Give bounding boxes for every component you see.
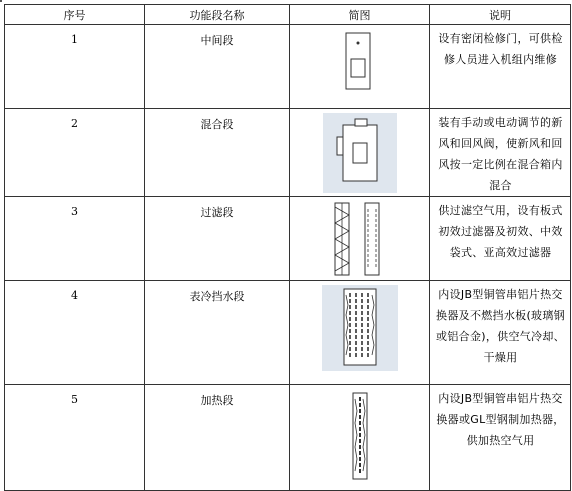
table-row bbox=[5, 109, 571, 197]
filter-section-diagram-icon bbox=[325, 201, 395, 277]
table-header-row bbox=[5, 5, 571, 25]
row-index: 3 bbox=[5, 197, 145, 281]
corner-mark bbox=[0, 0, 2, 2]
row-diagram bbox=[290, 385, 430, 491]
mixing-section-diagram-icon bbox=[323, 113, 397, 193]
row-description: 供过滤空气用，设有板式初效过滤器及初效、中效袋式、亚高效过滤器 bbox=[430, 197, 571, 281]
row-description: 内设JB型铜管串铝片热交换器或GL型钢制加热器，供加热空气用 bbox=[430, 385, 571, 491]
row-name: 过滤段 bbox=[145, 197, 290, 281]
cooling-section-diagram-icon bbox=[322, 285, 398, 371]
row-name: 加热段 bbox=[145, 385, 290, 491]
row-index: 4 bbox=[5, 281, 145, 385]
row-description: 内设JB型铜管串铝片热交换器及不燃挡水板(玻璃钢或铝合金)，供空气冷却、干燥用 bbox=[430, 281, 571, 385]
table-row bbox=[5, 25, 571, 109]
row-name: 中间段 bbox=[145, 25, 290, 109]
row-diagram bbox=[290, 281, 430, 385]
table-row bbox=[5, 197, 571, 281]
row-index: 2 bbox=[5, 109, 145, 197]
row-name: 表冷挡水段 bbox=[145, 281, 290, 385]
function-section-table bbox=[4, 4, 571, 491]
row-name: 混合段 bbox=[145, 109, 290, 197]
middle-section-diagram-icon bbox=[340, 29, 380, 99]
row-diagram bbox=[290, 109, 430, 197]
header-index: 序号 bbox=[5, 5, 145, 25]
row-description: 装有手动或电动调节的新风和回风阀，使新风和回风按一定比例在混合箱内混合 bbox=[430, 109, 571, 197]
row-diagram bbox=[290, 25, 430, 109]
row-diagram bbox=[290, 197, 430, 281]
table-row bbox=[5, 281, 571, 385]
row-index: 1 bbox=[5, 25, 145, 109]
row-description: 设有密闭检修门，可供检修人员进入机组内维修 bbox=[430, 25, 571, 109]
table-row bbox=[5, 385, 571, 491]
header-name: 功能段名称 bbox=[145, 5, 290, 25]
heating-section-diagram-icon bbox=[345, 389, 375, 483]
header-diagram: 简图 bbox=[290, 5, 430, 25]
header-description: 说明 bbox=[430, 5, 571, 25]
row-index: 5 bbox=[5, 385, 145, 491]
